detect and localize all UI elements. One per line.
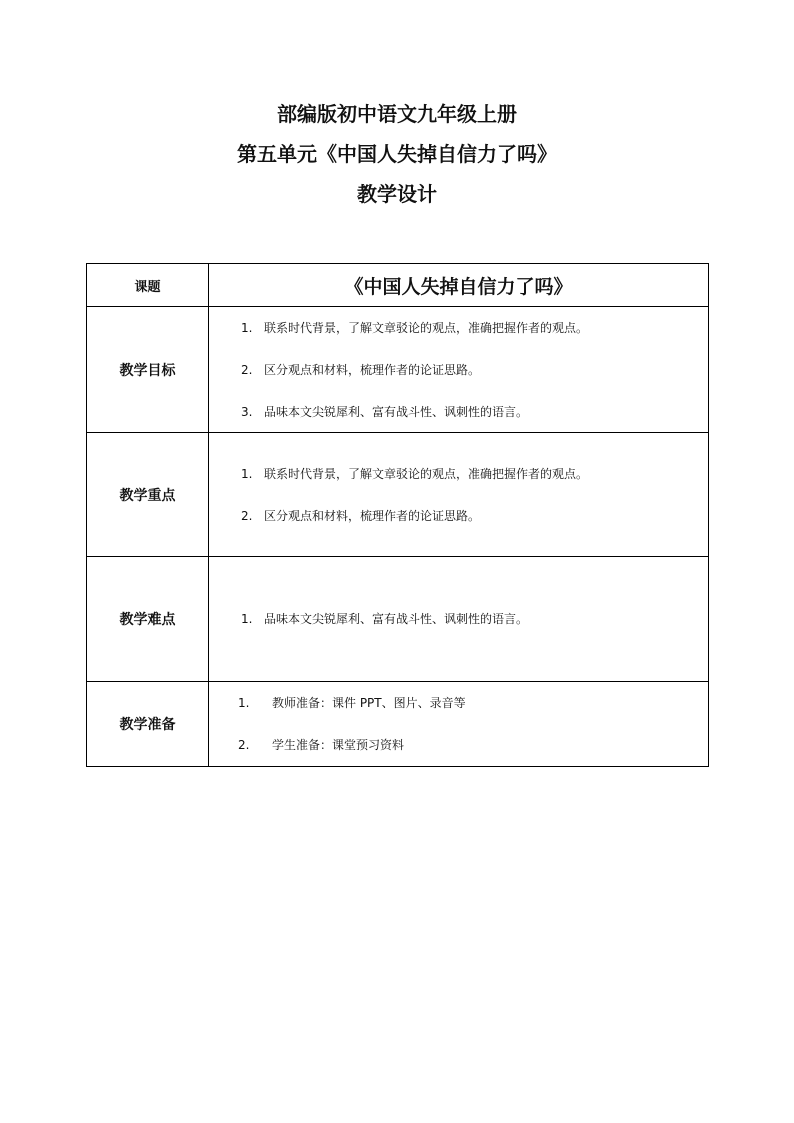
difficult-points-label: 教学难点 [87, 557, 209, 682]
preparation-row [87, 682, 709, 767]
item-number: 1. [241, 466, 253, 481]
item-text: 学生准备：课堂预习资料 [272, 738, 405, 752]
key-points-row [87, 433, 709, 557]
item-text: 联系时代背景，了解文章驳论的观点，准确把握作者的观点。 [264, 466, 589, 481]
item-text: 品味本文尖锐犀利、富有战斗性、讽刺性的语言。 [264, 612, 529, 626]
goals-row [87, 307, 709, 433]
key-points-label: 教学重点 [87, 433, 209, 557]
preparation-list [209, 695, 708, 753]
topic-label: 课题 [87, 264, 209, 307]
document-header [0, 102, 794, 222]
item-number: 2. [241, 508, 253, 523]
list-item [241, 362, 708, 378]
key-points-list [209, 466, 708, 524]
list-item [241, 404, 708, 420]
item-number: 2. [238, 738, 250, 752]
goals-list [209, 320, 708, 420]
difficult-points-list [209, 611, 708, 627]
key-points-cell [209, 433, 709, 557]
lesson-plan-table [86, 263, 709, 767]
difficult-points-row [87, 557, 709, 682]
list-item [238, 737, 708, 753]
goals-label: 教学目标 [87, 307, 209, 433]
item-number: 3. [241, 404, 253, 419]
item-text: 联系时代背景，了解文章驳论的观点，准确把握作者的观点。 [264, 320, 589, 335]
list-item [238, 695, 708, 711]
title-line-1: 部编版初中语文九年级上册 [277, 102, 517, 126]
item-text: 区分观点和材料，梳理作者的论证思路。 [264, 508, 481, 523]
item-text: 品味本文尖锐犀利、富有战斗性、讽刺性的语言。 [264, 404, 529, 419]
difficult-points-cell [209, 557, 709, 682]
topic-row [87, 264, 709, 307]
item-text: 教师准备：课件 PPT、图片、录音等 [272, 696, 466, 710]
item-number: 1. [241, 320, 253, 335]
list-item [241, 508, 708, 524]
list-item [241, 466, 708, 482]
list-item [241, 611, 708, 627]
preparation-label: 教学准备 [87, 682, 209, 767]
title-line-3: 教学设计 [357, 182, 437, 206]
title-line-2: 第五单元《中国人失掉自信力了吗》 [237, 142, 557, 166]
topic-value: 《中国人失掉自信力了吗》 [209, 264, 709, 307]
item-text: 区分观点和材料，梳理作者的论证思路。 [264, 362, 481, 377]
item-number: 1. [241, 612, 253, 626]
preparation-cell [209, 682, 709, 767]
item-number: 1. [238, 696, 250, 710]
goals-cell [209, 307, 709, 433]
item-number: 2. [241, 362, 253, 377]
list-item [241, 320, 708, 336]
